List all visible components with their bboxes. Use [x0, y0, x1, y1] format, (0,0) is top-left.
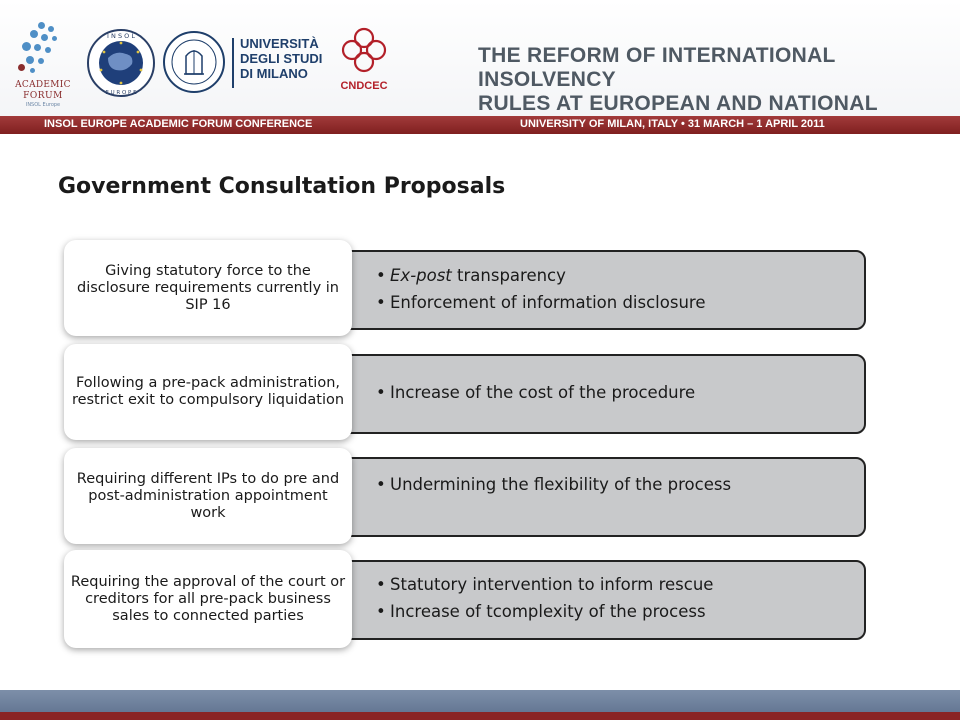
insol-logo-bottom-text: E U R O P E — [105, 90, 137, 96]
insol-europe-logo — [86, 28, 156, 98]
conference-band-left: INSOL EUROPE ACADEMIC FORUM CONFERENCE — [44, 118, 313, 130]
proposal-label: Requiring the approval of the court or creditors for all pre-pack business sales to connected parties — [64, 550, 352, 648]
conference-title-line2: RULES AT EUROPEAN AND NATIONAL — [478, 92, 878, 115]
footer-red-strip — [0, 712, 960, 720]
conference-title-line1: THE REFORM OF INTERNATIONAL INSOLVENCY — [478, 44, 836, 91]
consequence-item: • Increase of the cost of the procedure — [376, 382, 848, 404]
consequence-item: • Statutory intervention to inform rescue — [376, 574, 848, 596]
proposal-row — [64, 448, 868, 548]
academic-forum-logo — [8, 20, 78, 110]
proposal-row — [64, 240, 868, 340]
consequence-item: • Ex-post transparency — [376, 265, 848, 287]
proposal-row — [64, 550, 868, 650]
proposal-consequences-box — [282, 354, 866, 434]
consequence-list — [376, 474, 848, 496]
conference-band-right: UNIVERSITY OF MILAN, ITALY • 31 MARCH – 1 APRIL 2011 — [520, 118, 825, 130]
insol-globe-icon — [86, 28, 156, 98]
insol-logo-top-text: I N S O L — [107, 32, 135, 40]
consequence-list — [376, 574, 848, 623]
university-line1: UNIVERSITÀ — [240, 36, 319, 51]
consequence-list — [376, 265, 848, 314]
cndcec-logo — [338, 24, 390, 76]
consequence-list — [376, 382, 848, 404]
university-divider — [232, 38, 234, 88]
university-line3: DI MILANO — [240, 66, 308, 81]
consequence-item: • Enforcement of information disclosure — [376, 292, 848, 314]
proposal-label: Requiring different IPs to do pre and post-administration appointment work — [64, 448, 352, 544]
university-line2: DEGLI STUDI — [240, 51, 323, 66]
proposal-consequences-box — [282, 457, 866, 537]
academic-forum-line3: INSOL Europe — [25, 102, 61, 108]
academic-forum-line2: FORUM — [23, 91, 63, 101]
consequence-item: • Undermining the flexibility of the process — [376, 474, 848, 496]
consequence-item: • Increase of tcomplexity of the process — [376, 601, 848, 623]
university-name — [240, 36, 340, 81]
cndcec-knot-icon — [338, 24, 390, 76]
slide-header — [0, 0, 960, 116]
conference-band — [0, 116, 960, 134]
academic-forum-line1: ACADEMIC — [15, 80, 71, 90]
university-seal-icon — [162, 30, 226, 94]
university-seal-logo — [162, 30, 226, 94]
proposal-consequences-box — [282, 250, 866, 330]
proposal-consequences-box — [282, 560, 866, 640]
proposal-label: Following a pre-pack administration, restrict exit to compulsory liquidation — [64, 344, 352, 440]
proposal-label: Giving statutory force to the disclosure requirements currently in SIP 16 — [64, 240, 352, 336]
cndcec-label: CNDCEC — [340, 80, 388, 92]
proposal-row — [64, 344, 868, 444]
slide-title: Government Consultation Proposals — [58, 174, 506, 199]
